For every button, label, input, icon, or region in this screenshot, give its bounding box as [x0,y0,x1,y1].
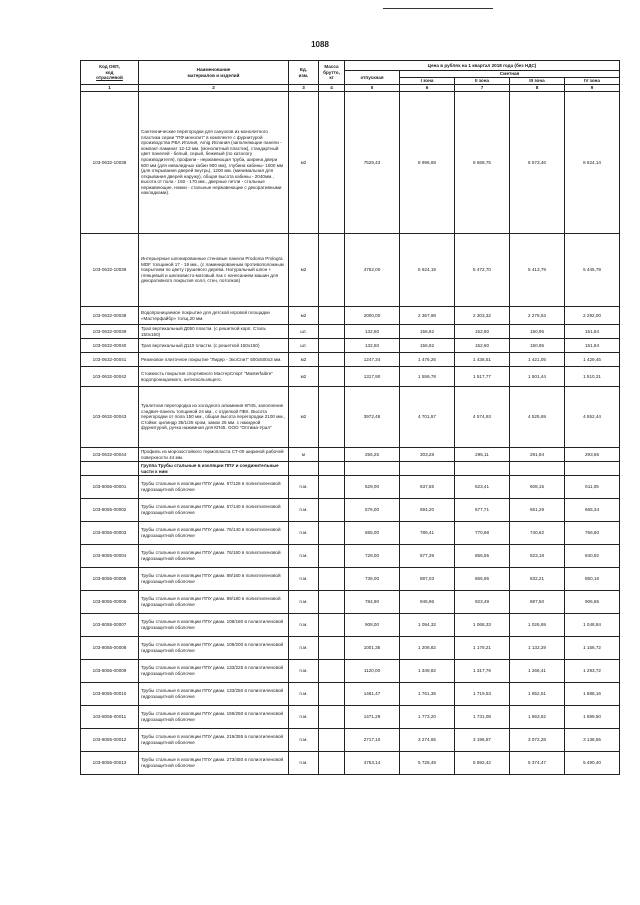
cell-code: 103-8055-00011 [81,706,139,729]
cell-price [345,462,400,476]
header-price-title: Цена в рублях на 1 квартал 2018 года (без НДС) [345,61,620,71]
table-row [81,448,620,462]
cell-name: Трубы стальные в изоляции ППУ диам. 273/450 в полиэтиленовой гидрозащитной оболочке [139,752,289,775]
cell-name: Сантехнические перегородки для санузлов из монолитного пластика серии "ПФ монолит" в комплекте с фурнитурой производства PBA Италия, Amig Испания (заполняющие панели - компакт-ламинат 12-13 мм. (монолитный пластик), стандартный цвет панелей - белый, серый, бежевый (по каталогу производителя), профили - нержавеющая труба, ширина двери 600 мм (для инвалидных кабин 900 мм), глубина кабины- 1500 мм (для открывания дверей внутрь), 1200 мм. (минимальная для открывания дверей наружу), общая высота кабины - 2040мм., высота от пола - 150 - 170 мм., дверные петли - стальные нержавеющие, ножки - стальные нержавеющие с декоративными накладками). [139,92,289,234]
cell-z4: 1 688,16 [565,683,620,706]
cell-price: 256,25 [345,448,400,462]
cell-name: Трубы стальные в изоляции ППУ диам. 108/180 в полиэтиленовой гидрозащитной оболочке [139,614,289,637]
table-row [81,387,620,448]
cell-name: Трубы стальные в изоляции ППУ диам. 89/180 в полиэтиленовой гидрозащитной оболочке [139,591,289,614]
table-row [81,614,620,637]
cell-name: Трубы стальные в изоляции ППУ диам. 159/250 в полиэтиленовой гидрозащитной оболочке [139,706,289,729]
cell-name: Трубы стальные в изоляции ППУ диам. 57/140 в полиэтиленовой гидрозащитной оболочке [139,499,289,522]
cell-z1: 2 367,98 [400,307,455,325]
cell-name: Трап вертикальный Д050 пластм. (с решеткой корп. Сталь 150x150) [139,325,289,339]
cell-z3: 150,95 [510,325,565,339]
cell-mass [319,637,345,660]
cell-z1: 1 094,32 [400,614,455,637]
cell-unit: м2 [289,387,319,448]
cell-mass [319,307,345,325]
cell-unit: м2 [289,307,319,325]
cell-name: Трубы стальные в изоляции ППУ диам. 76/140 в полиэтиленовой гидрозащитной оболочке [139,522,289,545]
cell-unit: п.м. [289,660,319,683]
table-row [81,683,620,706]
table-row [81,706,620,729]
cell-unit: м2 [289,234,319,307]
cell-z3: 1 421,05 [510,353,565,367]
cell-price: 736,00 [345,568,400,591]
cell-z4: 1 293,72 [565,660,620,683]
cell-z4 [565,462,620,476]
header-zone-4: IV зона [565,78,620,85]
cell-z3: 823,18 [510,545,565,568]
cell-z3: 832,21 [510,568,565,591]
cell-z2: 5 592,42 [455,752,510,775]
cell-unit [289,462,319,476]
cell-z3: 1 026,69 [510,614,565,637]
cell-z3: 2 278,53 [510,307,565,325]
cell-price: 784,90 [345,591,400,614]
cell-z1: 5 728,49 [400,752,455,775]
cell-price: 1471,29 [345,706,400,729]
cell-mass [319,448,345,462]
cell-z2: 856,55 [455,545,510,568]
table-row [81,234,620,307]
cell-z1: 1 206,82 [400,637,455,660]
cell-price: 4753,14 [345,752,400,775]
header-mass: Масса брутто, кг [319,61,345,85]
cell-mass [319,752,345,775]
cell-z4: 665,34 [565,499,620,522]
cell-z3: 291,94 [510,448,565,462]
cell-z3: 651,29 [510,499,565,522]
cell-price: 576,00 [345,499,400,522]
table-row [81,367,620,387]
cell-code: 103-8055-00007 [81,614,139,637]
table-row [81,499,620,522]
cell-price: 3972,48 [345,387,400,448]
cell-unit: шт. [289,339,319,353]
cell-z2: 1 068,33 [455,614,510,637]
cell-name: Резиновое плиточное покрытие "Лидер - ЭкоСпит" 500x500x3 мм. [139,353,289,367]
cell-name: Трубы стальные в изоляции ППУ диам. 108/200 в полиэтиленовой гидрозащитной оболочке [139,637,289,660]
cell-z1: 1 559,78 [400,367,455,387]
cell-z1: 694,20 [400,499,455,522]
cell-price: 1247,34 [345,353,400,367]
cell-z3: 4 525,69 [510,387,565,448]
cell-name: Стоимость покрытия спортивного МастерСпорт "Masterfaibre" водопроницаемого, антискользящего. [139,367,289,387]
cell-code: 103-0632-10038 [81,92,139,234]
cell-z1: 1 761,36 [400,683,455,706]
cell-z2: 4 574,93 [455,387,510,448]
cell-z3: 5 374,47 [510,752,565,775]
cell-mass [319,591,345,614]
cell-unit: п.м. [289,476,319,499]
cell-price: 132,50 [345,339,400,353]
cell-z3: 8 573,46 [510,92,565,234]
cell-z3: 5 413,79 [510,234,565,307]
header-zone-2: II зона [455,78,510,85]
cell-price: 529,00 [345,476,400,499]
cell-z1: 4 701,57 [400,387,455,448]
cell-z1: 887,03 [400,568,455,591]
cell-price: 908,00 [345,614,400,637]
cell-z1: 3 274,65 [400,729,455,752]
cell-mass [319,545,345,568]
cell-name: Трубы стальные в изоляции ППУ диам. 76/160 в полиэтиленовой гидрозащитной оболочке [139,545,289,568]
cell-z4: 5 490,40 [565,752,620,775]
cell-price: 2717,10 [345,729,400,752]
cell-mass [319,476,345,499]
cell-mass [319,499,345,522]
table-row [81,752,620,775]
cell-unit: п.м. [289,499,319,522]
cell-unit: п.м. [289,545,319,568]
cell-z2: 1 731,08 [455,706,510,729]
cell-z4: 3 138,55 [565,729,620,752]
cell-z4: 1 510,31 [565,367,620,387]
cell-code: 103-0632-00039 [81,325,139,339]
header-zone-3: III зона [510,78,565,85]
cell-mass [319,660,345,683]
cell-z2: 8 668,75 [455,92,510,234]
cell-z2: 1 317,76 [455,660,510,683]
cell-code: 103-8055-00003 [81,522,139,545]
table-row [81,522,620,545]
cell-z4: 850,16 [565,568,620,591]
cell-price: 1317,90 [345,367,400,387]
cell-z1 [400,462,455,476]
header-otpusk: отпускная [345,71,400,85]
cell-z2: 677,71 [455,499,510,522]
cell-z2: 3 196,87 [455,729,510,752]
cell-z3 [510,462,565,476]
cell-code: 103-8055-00012 [81,729,139,752]
cell-z4: 1 156,72 [565,637,620,660]
cell-unit: п.м. [289,568,319,591]
page-number: 1088 [311,40,329,49]
cell-unit: м2 [289,353,319,367]
cell-z2: 1 178,21 [455,637,510,660]
table-row [81,545,620,568]
table-row [81,92,620,234]
table-row [81,729,620,752]
cell-z3: 1 652,51 [510,683,565,706]
cell-z3: 1 132,29 [510,637,565,660]
cell-unit: п.м. [289,706,319,729]
cell-z2: 1 517,77 [455,367,510,387]
cell-name: Группа Трубы стальные в изоляции ППУ и соединительные части к ним [139,462,289,476]
cell-z2: 295,11 [455,448,510,462]
cell-z1: 945,96 [400,591,455,614]
cell-code: 103-8055-00004 [81,545,139,568]
cell-z1: 1 476,26 [400,353,455,367]
cell-z4: 906,65 [565,591,620,614]
cell-z3: 3 072,28 [510,729,565,752]
cell-code [81,462,139,476]
cell-z2: 1 719,53 [455,683,510,706]
cell-price: 132,50 [345,325,400,339]
cell-z1: 303,28 [400,448,455,462]
cell-name: Водопроницаемое покрытие для детской игровой площадки «Мастерфайбр» толщ.20 мм. [139,307,289,325]
header-code: Код ОКП, код отраслевой [81,61,139,85]
cell-price: 655,00 [345,522,400,545]
cell-code: 103-0632-00042 [81,367,139,387]
cell-code: 103-0632-10039 [81,234,139,307]
cell-code: 103-0632-00041 [81,353,139,367]
cell-unit: п.м. [289,522,319,545]
cell-z1: 5 624,19 [400,234,455,307]
cell-unit: п.м. [289,591,319,614]
table-row [81,353,620,367]
cell-z2: 1 436,51 [455,353,510,367]
cell-z4: 151,84 [565,339,620,353]
cell-name: Интерьерные шпонированные стеновые панели Prodoma Prologra MDF толщиной 17 - 19 мм., (с ламинированным противоположным покрытием по цвету грушевого дерева. Натуральный шпон + глянцевый и шелковисто-матовый лак с начесанием машин для декоративного покрытия холл, стен, потолков) [139,234,289,307]
table-row [81,476,620,499]
cell-price: 7525,43 [345,92,400,234]
cell-unit: м [289,448,319,462]
cell-z4: 1 429,45 [565,353,620,367]
cell-code: 103-0632-00043 [81,387,139,448]
cell-mass [319,387,345,448]
cell-name: Профиль из морозостойкого термопласта СТ-00 шириной рабочей поверхности 44 мм. [139,448,289,462]
cell-name: Туалетная перегородка из холодного алюминия КП45, заполнение сэндвич-панель толщиной 24 мм., с отделкой ПВХ. Высота перегородки от пола 150 мм., общая высота перегородки 2100 мм., Стойки: цилиндр 35/1/25 хром, замок 25 мм. с накидной фурнитурой, ручка нажимная для КП45. ООО "Оптима-Урал" [139,387,289,448]
table-row [81,568,620,591]
cell-unit: п.м. [289,637,319,660]
cell-z3: 1 501,44 [510,367,565,387]
cell-name: Трубы стальные в изоляции ППУ диам. 133/250 в полиэтиленовой гидрозащитной оболочке [139,683,289,706]
cell-z3: 608,15 [510,476,565,499]
cell-z2: 770,68 [455,522,510,545]
cell-mass [319,339,345,353]
cell-z2: 2 303,32 [455,307,510,325]
cell-mass [319,568,345,591]
cell-z4: 756,60 [565,522,620,545]
cell-z1: 8 996,68 [400,92,455,234]
cell-z4: 2 292,00 [565,307,620,325]
cell-z4: 1 699,50 [565,706,620,729]
column-index-row: 1 2 3 4 5 6 7 8 9 [81,85,620,92]
table-row [81,339,620,353]
cell-z3: 150,95 [510,339,565,353]
cell-unit: п.м. [289,752,319,775]
cell-unit: м2 [289,367,319,387]
header-unit: Ед. изм. [289,61,319,85]
cell-z2: 623,41 [455,476,510,499]
cell-z2: 923,49 [455,591,510,614]
cell-z4: 1 048,84 [565,614,620,637]
cell-code: 103-0632-00044 [81,448,139,462]
cell-z2: 865,96 [455,568,510,591]
cell-z4: 5 445,79 [565,234,620,307]
cell-code: 103-8055-00013 [81,752,139,775]
cell-mass [319,462,345,476]
cell-price: 1461,47 [345,683,400,706]
cell-z2: 152,60 [455,339,510,353]
cell-code: 103-0632-00040 [81,339,139,353]
cell-z4: 293,66 [565,448,620,462]
cell-code: 103-8055-00002 [81,499,139,522]
cell-z1: 1 773,20 [400,706,455,729]
cell-price: 2000,00 [345,307,400,325]
cell-z3: 1 663,62 [510,706,565,729]
cell-unit: п.м. [289,683,319,706]
cell-z4: 611,05 [565,476,620,499]
cell-code: 103-8055-00010 [81,683,139,706]
cell-name: Трубы стальные в изоляции ППУ диам. 57/125 в полиэтиленовой гидрозащитной оболочке [139,476,289,499]
cell-z4: 4 552,44 [565,387,620,448]
cell-mass [319,614,345,637]
cell-name: Трубы стальные в изоляции ППУ диам. 133/225 в полиэтиленовой гидрозащитной оболочке [139,660,289,683]
table-row [81,591,620,614]
cell-mass [319,353,345,367]
cell-mass [319,367,345,387]
cell-price: 728,00 [345,545,400,568]
table-body [81,92,620,775]
cell-mass [319,706,345,729]
cell-z1: 1 349,82 [400,660,455,683]
cell-z1: 156,82 [400,339,455,353]
cell-price: 1001,35 [345,637,400,660]
table-row [81,307,620,325]
group-row [81,462,620,476]
cell-code: 103-8055-00008 [81,637,139,660]
cell-name: Трап вертикальный Д110 пластм. (с решеткой 150x150) [139,339,289,353]
cell-z1: 877,39 [400,545,455,568]
scan-line [383,8,493,9]
cell-z2: 5 472,70 [455,234,510,307]
cell-z4: 8 624,14 [565,92,620,234]
cell-z1: 789,41 [400,522,455,545]
cell-unit: п.м. [289,614,319,637]
cell-z1: 637,55 [400,476,455,499]
cell-mass [319,234,345,307]
cell-z4: 840,92 [565,545,620,568]
cell-z2: 152,60 [455,325,510,339]
cell-mass [319,729,345,752]
cell-code: 103-8055-00009 [81,660,139,683]
cell-z4: 151,84 [565,325,620,339]
cell-name: Трубы стальные в изоляции ППУ диам. 89/160 в полиэтиленовой гидрозащитной оболочке [139,568,289,591]
cell-unit: м2 [289,92,319,234]
header-name: Наименование материалов и изделий [139,61,289,85]
cell-z3: 740,62 [510,522,565,545]
price-table [80,60,620,775]
cell-code: 103-8055-00001 [81,476,139,499]
cell-mass [319,522,345,545]
cell-mass [319,325,345,339]
cell-unit: п.м. [289,729,319,752]
header-zone-1: I зона [400,78,455,85]
header-smetnaya: Сметная [400,71,620,78]
cell-code: 103-8055-00006 [81,591,139,614]
cell-mass [319,683,345,706]
table-row [81,325,620,339]
cell-price: 1120,00 [345,660,400,683]
cell-z3: 887,50 [510,591,565,614]
cell-unit: шт. [289,325,319,339]
cell-price: 4752,00 [345,234,400,307]
cell-z2 [455,462,510,476]
cell-z3: 1 266,41 [510,660,565,683]
cell-code: 103-0632-00038 [81,307,139,325]
cell-name: Трубы стальные в изоляции ППУ диам. 219/355 в полиэтиленовой гидрозащитной оболочке [139,729,289,752]
table-row [81,660,620,683]
cell-mass [319,92,345,234]
cell-z1: 156,82 [400,325,455,339]
cell-code: 103-8055-00005 [81,568,139,591]
table-row [81,637,620,660]
